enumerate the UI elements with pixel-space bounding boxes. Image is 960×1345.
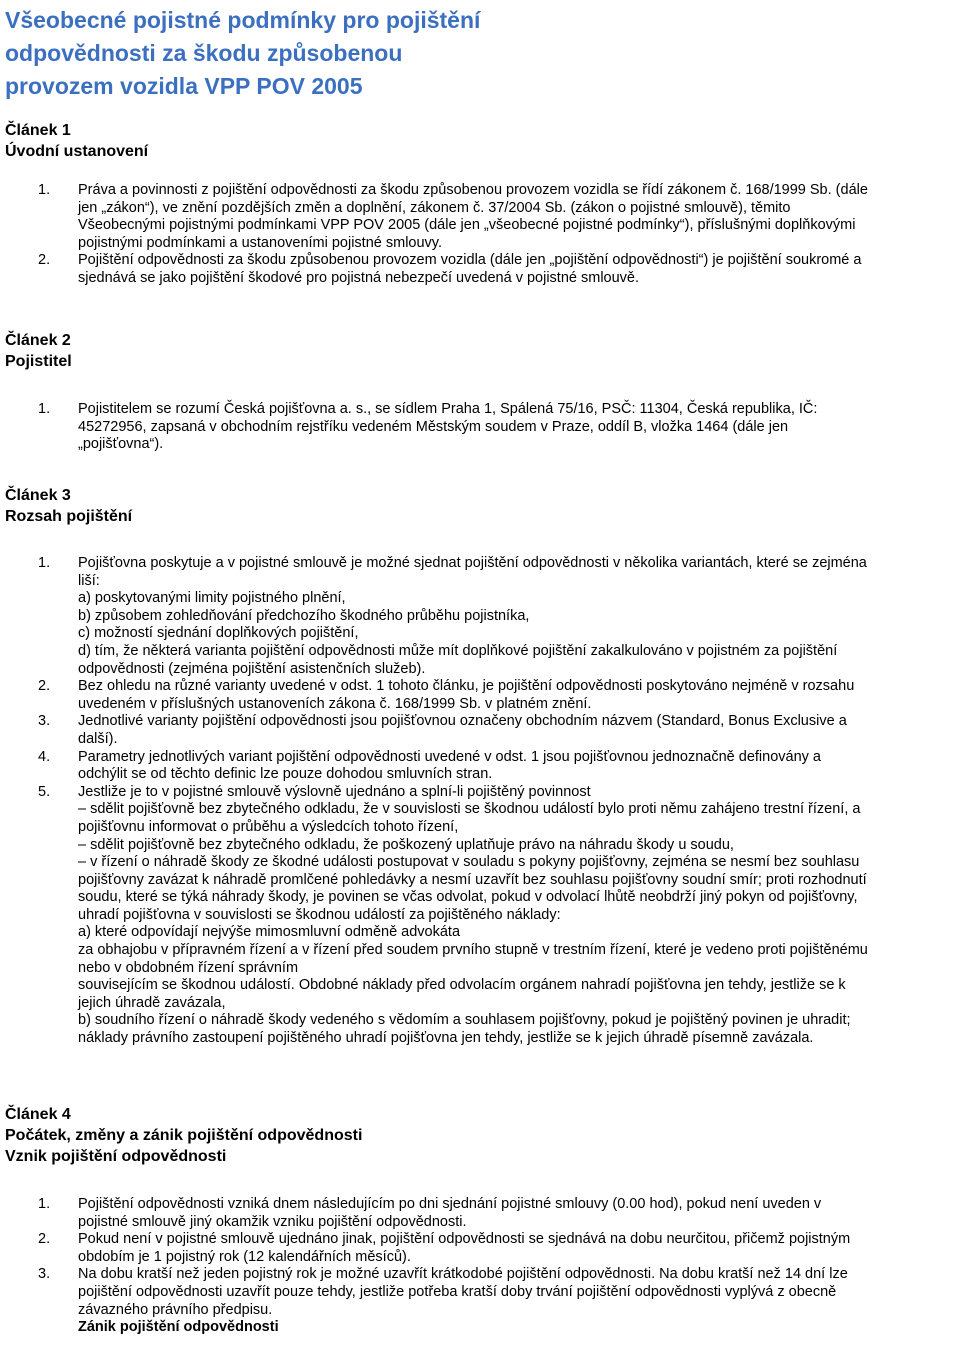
list-item <box>0 182 960 252</box>
text-line: Pojišťovna poskytuje a v pojistné smlouvě je možné sjednat pojištění odpovědnosti v několika variantách, které se zejména <box>78 555 867 571</box>
text-line: Všeobecnými pojistnými podmínkami VPP POV 2005 (dále jen „všeobecné pojistné podmínky“), příslušnými doplňkovými <box>78 217 856 234</box>
text-line: Pojištění odpovědnosti za škodu způsobenou provozem vozidla (dále jen „pojištění odpovědnosti“) je pojištění soukromé a <box>78 252 862 269</box>
text-line: c) možností sjednání doplňkových pojištění, <box>78 625 359 642</box>
item-number: 2. <box>38 1231 51 1248</box>
list-item <box>0 1196 960 1231</box>
text-line: – v řízení o náhradě škody ze škodné události postupovat v souladu s pokyny pojišťovny, zejména se nesmí bez souhlasu <box>78 854 860 871</box>
article-1-heading <box>5 120 905 162</box>
item-number: 1. <box>38 1196 51 1212</box>
text-line: pojištění odpovědnosti uzavřít pouze tehdy, jestliže potřeba kratší doby trvání pojištění odpovědnosti vyplývá z obecně <box>78 1283 837 1300</box>
text-line: odchýlit se od těchto definic lze pouze dohodou smluvních stran. <box>78 766 493 783</box>
text-line: pojišťovnu informovat o průběhu a výsledcích tohoto řízení, <box>78 818 459 835</box>
text-line: Pojistitelem se rozumí Česká pojišťovna a. s., se sídlem Praha 1, Spálená 75/16, PSČ: 11304, Česká republika, IČ: <box>78 401 818 417</box>
text-line: a) poskytovanými limity pojistného plnění, <box>78 590 346 607</box>
article-1-list <box>0 182 960 288</box>
text-line: – sdělit pojišťovně bez zbytečného odkladu, že poškozený uplatňuje právo na náhradu škody u soudu, <box>78 836 734 853</box>
article-4-list <box>0 1196 960 1337</box>
text-line: soudu, které se týká náhrady škody, je povinen se včas odvolat, pokud v odvolací lhůtě neobdrží jiný pokyn od pojišťovny, <box>78 889 858 906</box>
article-4-heading <box>5 1104 905 1167</box>
item-number: 4. <box>38 748 51 765</box>
list-item <box>0 1266 960 1336</box>
list-item <box>0 784 960 1048</box>
article-title: Úvodní ustanovení <box>5 143 149 160</box>
text-line: Pokud není v pojistné smlouvě ujednáno jinak, pojištění odpovědnosti se sjednává na dobu neurčitou, přičemž pojistným <box>78 1231 851 1248</box>
text-line: souvisejícím se škodnou událostí. Obdobné náklady před odvolacím orgánem nahradí pojišťovna jen tehdy, jestliže se k <box>78 977 846 994</box>
text-line: – sdělit pojišťovně bez zbytečného odkladu, že v souvislosti se škodnou událostí bylo proti němu zahájeno trestní řízení, a <box>78 801 861 818</box>
item-number: 1. <box>38 182 51 198</box>
item-number: 3. <box>38 1266 51 1283</box>
text-line: Jestliže je to v pojistné smlouvě výslovně ujednáno a splní-li pojištěný povinnost <box>78 783 591 800</box>
list-item <box>0 555 960 678</box>
item-number: 5. <box>38 783 51 800</box>
document-title <box>5 4 955 103</box>
text-line: b) způsobem zohledňování předchozího škodného průběhu pojistníka, <box>78 607 530 624</box>
item-number: 3. <box>38 713 51 730</box>
text-line: obdobím je 1 pojistný rok (12 kalendářních měsíců). <box>78 1248 411 1265</box>
text-line: b) soudního řízení o náhradě škody vedeného s vědomím a souhlasem pojišťovny, pokud je pojištěný povinen je uhradit; <box>78 1012 851 1029</box>
list-item <box>0 678 960 713</box>
text-line: pojišťovny zavázat k náhradě promlčené pohledávky a nesmí uzavřít bez souhlasu pojišťovny soudní smír; proti rozhodnutí <box>78 871 867 888</box>
section-subheading: Zánik pojištění odpovědnosti <box>78 1319 279 1336</box>
article-2-heading <box>5 330 905 372</box>
text-line: Práva a povinnosti z pojištění odpovědnosti za škodu způsobenou provozem vozidla se řídí zákonem č. 168/1999 Sb. (dále <box>78 182 868 198</box>
text-line: Jednotlivé varianty pojištění odpovědnosti jsou pojišťovnou označeny obchodním názvem (Standard, Bonus Exclusive a <box>78 713 847 730</box>
text-line: a) které odpovídají nejvýše mimosmluvní odměně advokáta <box>78 924 461 941</box>
text-line: Bez ohledu na různé varianty uvedené v odst. 1 tohoto článku, je pojištění odpovědnosti poskytováno nejméně v rozsahu <box>78 678 855 695</box>
text-line: Parametry jednotlivých variant pojištění odpovědnosti uvedené v odst. 1 jsou pojišťovnou jednoznačně definovány a <box>78 748 821 765</box>
list-item <box>0 1231 960 1266</box>
text-line: Na dobu kratší než jeden pojistný rok je možné uzavřít krátkodobé pojištění odpovědnosti. Na dobu kratší než 14 dní lze <box>78 1266 848 1283</box>
text-line: pojistné smlouvě jiný okamžik vzniku pojištění odpovědnosti. <box>78 1213 467 1230</box>
title-line: provozem vozidla VPP POV 2005 <box>5 73 363 99</box>
text-line: sjednává se jako pojištění škodové pro pojistná nebezpečí uvedená v pojistné smlouvě. <box>78 269 640 286</box>
article-number: Článek 2 <box>5 332 71 349</box>
item-number: 1. <box>38 401 51 417</box>
article-subtitle: Vznik pojištění odpovědnosti <box>5 1148 227 1165</box>
item-number: 2. <box>38 678 51 695</box>
title-line: odpovědnosti za škodu způsobenou <box>5 40 403 66</box>
article-title: Rozsah pojištění <box>5 508 133 525</box>
text-line: jejich úhradě zavázala, <box>78 994 226 1011</box>
text-line: Pojištění odpovědnosti vzniká dnem následujícím po dni sjednání pojistné smlouvy (0.00 hod), pokud není uveden v <box>78 1196 822 1212</box>
text-line: d) tím, že některá varianta pojištění odpovědnosti může mít doplňkové pojištění zakalkulováno v pojistném za pojištění <box>78 642 838 659</box>
title-line: Všeobecné pojistné podmínky pro pojištění <box>5 7 481 33</box>
text-line: jen „zákon“), ve znění pozdějších změn a doplnění, zákonem č. 37/2004 Sb. (zákon o pojistné smlouvě), těmito <box>78 199 791 216</box>
text-line: závazného právního předpisu. <box>78 1301 273 1318</box>
text-line: nebo v obdobném řízení správním <box>78 959 299 976</box>
text-line: odpovědnosti (zejména pojištění asistenčních služeb). <box>78 660 426 677</box>
text-line: další). <box>78 730 118 747</box>
text-line: 45272956, zapsaná v obchodním rejstříku vedeném Městským soudem v Praze, oddíl B, vložka 1464 (dále jen <box>78 418 789 435</box>
list-item <box>0 252 960 287</box>
list-item <box>0 401 960 454</box>
article-number: Článek 4 <box>5 1106 71 1123</box>
text-line: pojistnými podmínkami a ustanoveními pojistné smlouvy. <box>78 234 443 251</box>
article-title: Počátek, změny a zánik pojištění odpovědnosti <box>5 1127 363 1144</box>
text-line: liší: <box>78 572 100 589</box>
text-line: „pojišťovna“). <box>78 436 164 453</box>
article-number: Článek 1 <box>5 122 71 139</box>
text-line: uhradí pojišťovna v souvislosti se škodnou událostí za pojištěného náklady: <box>78 906 561 923</box>
article-2-list <box>0 401 960 454</box>
article-number: Článek 3 <box>5 487 71 504</box>
text-line: náklady právního zastoupení pojištěného uhradí pojišťovna jen tehdy, jestliže se k jejich úhradě písemně zavázala. <box>78 1030 814 1047</box>
text-line: uvedeném v příslušných ustanoveních zákona č. 168/1999 Sb. v platném znění. <box>78 695 592 712</box>
article-3-list <box>0 555 960 1048</box>
item-number: 1. <box>38 555 51 571</box>
article-3-heading <box>5 485 905 527</box>
item-number: 2. <box>38 252 51 269</box>
list-item <box>0 749 960 784</box>
article-title: Pojistitel <box>5 353 72 370</box>
text-line: za obhajobu v přípravném řízení a v řízení před soudem prvního stupně v trestním řízení, které je vedeno proti pojištěnému <box>78 942 868 959</box>
list-item <box>0 713 960 748</box>
